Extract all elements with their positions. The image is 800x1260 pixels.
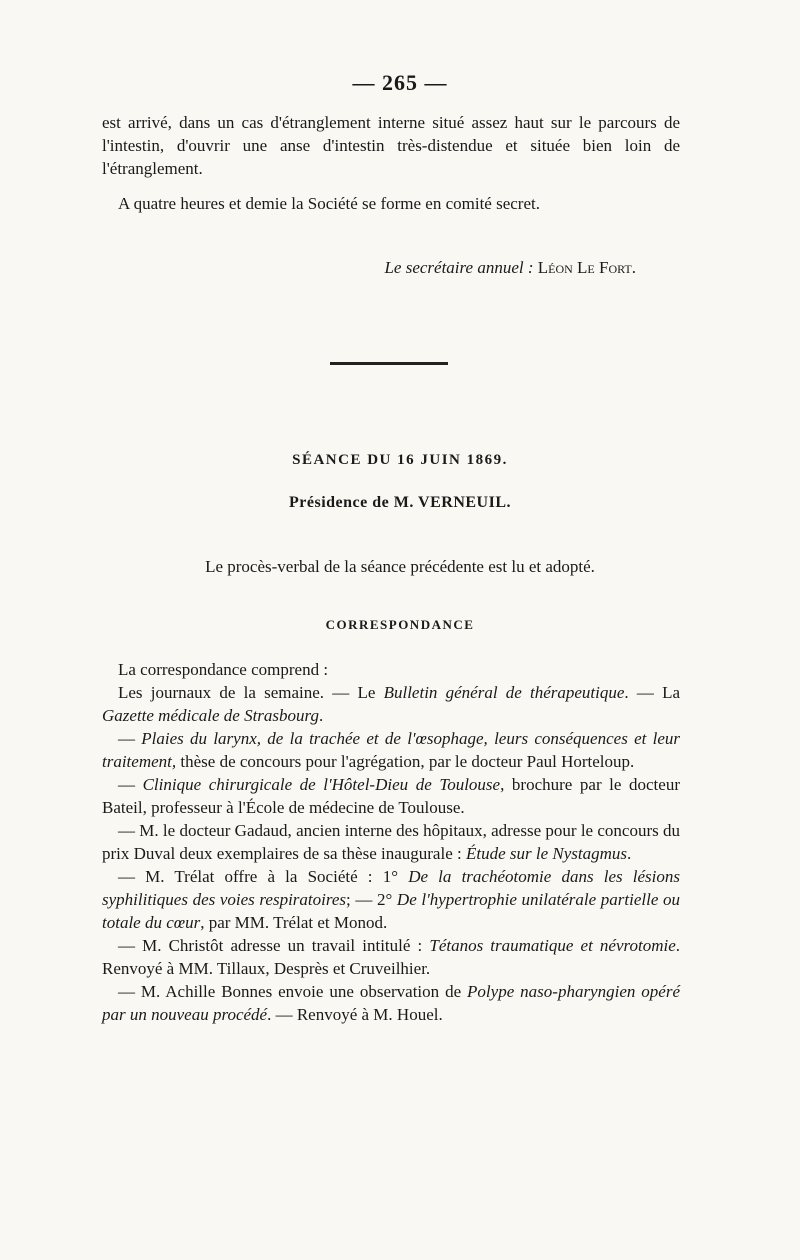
item-text: — M. le docteur Gadaud, ancien interne des hôpitaux, adresse pour le concours du prix Duval deux exemplaires de sa thèse inaugurale : xyxy=(102,821,680,863)
item-title: Étude sur le Nystagmus xyxy=(465,844,627,863)
correspondence-heading: CORRESPONDANCE xyxy=(325,617,475,632)
item-title: Gazette médicale de Strasbourg xyxy=(102,706,320,725)
closing-paragraph: A quatre heures et demie la Société se forme en comité secret. xyxy=(118,194,540,213)
item-title: Clinique chirurgicale de l'Hôtel-Dieu de Toulouse xyxy=(142,775,501,794)
correspondence-item xyxy=(102,681,680,727)
item-title: Polype naso-pharyngien opéré par un nouveau procédé xyxy=(102,982,680,1024)
correspondence-item xyxy=(102,773,680,819)
signature-label: Le secrétaire annuel : xyxy=(384,258,534,277)
correspondence-item xyxy=(102,865,680,934)
correspondence-item xyxy=(102,819,680,865)
item-text: ; — 2° xyxy=(346,890,397,909)
item-text: , par MM. Trélat et Monod. xyxy=(200,913,388,932)
item-text: — xyxy=(118,775,143,794)
page-number: — 265 — xyxy=(352,70,448,95)
presidency-line: Présidence de M. VERNEUIL. xyxy=(288,494,512,511)
minutes-line: Le procès-verbal de la séance précédente est lu et adopté. xyxy=(205,557,595,576)
item-text: — xyxy=(118,729,142,748)
correspondence-item xyxy=(102,727,680,773)
section-divider xyxy=(330,362,448,365)
item-text: . Renvoyé à MM. Tillaux, Desprès et Cruveilhier. xyxy=(102,936,680,978)
session-title: SÉANCE DU 16 JUIN 1869. xyxy=(292,452,508,468)
intro-section xyxy=(102,111,680,215)
continuation-paragraph: est arrivé, dans un cas d'étranglement interne situé assez haut sur le parcours de l'intestin, d'ouvrir une anse d'intestin très-distendue et située bien loin de l'étranglement. xyxy=(102,113,680,178)
item-title: De la trachéotomie dans les lésions syphilitiques des voies respiratoires xyxy=(102,867,681,909)
item-title: De l'hypertrophie unilatérale partielle ou totale du cœur xyxy=(102,890,681,932)
item-text: . xyxy=(319,706,324,725)
correspondence-body xyxy=(102,658,680,1026)
correspondence-item xyxy=(102,980,680,1026)
item-text: . — La xyxy=(624,683,681,702)
signature-line xyxy=(0,258,636,278)
item-text: thèse de concours pour l'agrégation, par le docteur Paul Horteloup. xyxy=(176,752,635,771)
item-text: . — Renvoyé à M. Houel. xyxy=(267,1005,443,1024)
signature-name: Léon Le Fort. xyxy=(537,258,636,277)
item-title: Plaies du larynx, de la trachée et de l'œsophage, leurs conséquences et leur traitement, xyxy=(102,729,681,771)
item-text: . xyxy=(627,844,632,863)
item-text: — M. Trélat offre à la Société : 1° xyxy=(118,867,409,886)
item-title: Tétanos traumatique et névrotomie xyxy=(429,936,676,955)
item-text: , brochure par le docteur Bateil, professeur à l'École de médecine de Toulouse. xyxy=(102,775,680,817)
item-text: — M. Achille Bonnes envoie une observation de xyxy=(118,982,468,1001)
item-text: Les journaux de la semaine. — Le xyxy=(118,683,384,702)
item-text: — M. Christôt adresse un travail intitulé : xyxy=(118,936,430,955)
item-title: Bulletin général de thérapeutique xyxy=(383,683,625,702)
correspondence-item xyxy=(102,934,680,980)
correspondence-intro: La correspondance comprend : xyxy=(118,660,329,679)
